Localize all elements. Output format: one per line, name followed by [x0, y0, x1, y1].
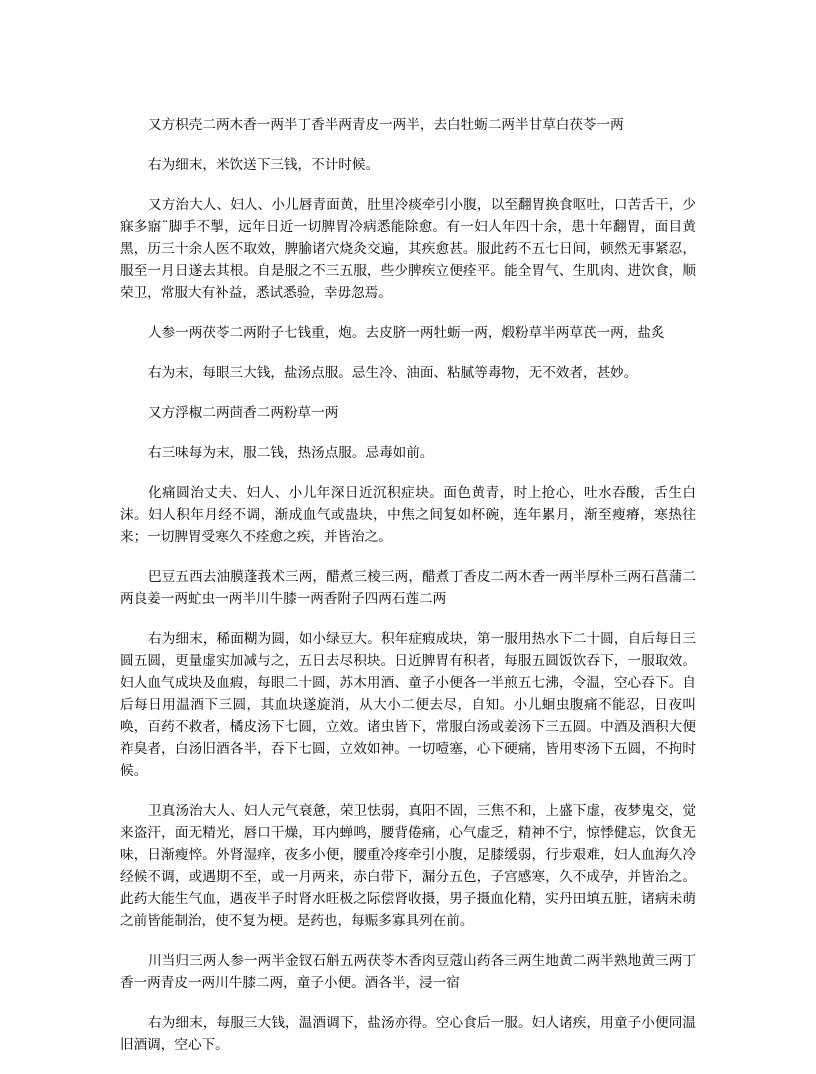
paragraph-13: 右为细末，每服三大钱，温酒调下，盐汤亦得。空心食后一服。妇人诸疾，用童子小便同温旧酒调，空心下。 — [120, 1015, 696, 1053]
paragraph-8: 化痛圆治丈夫、妇人、小儿年深日近沉积症块。面色黄青，时上抢心，吐水吞酸，舌生白沫。妇人积年月经不调，渐成血气或蛊块，中焦之间复如杯碗，连年累月，渐至瘦瘠，寒热往来；一切脾胃受寒久不痊愈之疾，并皆治之。 — [120, 485, 696, 545]
paragraph-7: 右三味每为末，服二钱，热汤点服。忌毒如前。 — [148, 445, 434, 461]
paragraph-11: 卫真汤治大人、妇人元气衰惫，荣卫怯弱，真阳不固，三焦不和，上盛下虚，夜梦鬼交，觉来盗汗，面无精光，唇口干燥，耳内蝉鸣，腰背倦痛，心气虚乏，精神不宁，惊悸健忘，饮食无味，日渐瘦悴。外肾湿痒，夜多小便，腰重冷疼牵引小腹，足膝缓弱，行步艰难，妇人血海久冷经候不调，或遇期不至，或一月两来，赤白带下，漏分五色，子宫感寒，久不成孕，并皆治之。此药大能生气血，遇夜半子时肾水旺极之际偿肾收摄，男子摄血化精，实丹田填五脏，诸病未萌之前皆能制治，使不复为梗。是药也，每赈多寡具列在前。 — [120, 803, 696, 929]
paragraph-12: 川当归三两人参一两半金钗石斛五两茯苓木香肉豆蔻山药各三两生地黄二两半熟地黄三两丁香一两青皮一两川牛膝二两，童子小便。酒各半，浸一宿 — [120, 953, 696, 991]
document-page — [120, 114, 696, 1074]
paragraph-6: 又方浮椒二两茴香二两粉草一两 — [148, 405, 339, 421]
paragraph-1: 又方枳壳二两木香一两半丁香半两青皮一两半，去白牡蛎二两半甘草白茯苓一两 — [148, 117, 624, 133]
paragraph-10: 右为细末，稀面糊为圆，如小绿豆大。积年症瘕成块，第一服用热水下二十圆，自后每日三圆五圆，更量虚实加减与之，五日去尽积块。日近脾胃有积者，每服五圆饭饮吞下，一服取效。妇人血气成块及血瘕，每眼二十圆，苏木用酒、童子小便各一半煎五七沸，令温，空心吞下。自后每日用温酒下三圆，其血块遂旋消，从大小二便去尽，自知。小儿蛔虫腹痛不能忍，日夜叫唤，百药不救者，橘皮汤下七圆，立效。诸虫皆下，常服白汤或姜汤下三五圆。中酒及酒积大便祚臭者，白汤旧酒各半，吞下七圆，立效如神。一切噎塞，心下硬痛，皆用枣汤下五圆，不拘时候。 — [120, 631, 696, 779]
paragraph-5: 右为末，每眼三大钱，盐汤点服。忌生冷、油面、粘腻等毒物，无不效者，甚妙。 — [148, 365, 638, 381]
paragraph-3: 又方治大人、妇人、小儿唇青面黄，肚里冷痰牵引小腹，以至翻胃换食呕吐，口苦舌干，少寐多寤¨脚手不掣，远年日近一切脾胃冷病悉能除愈。有一妇人年四十余，患十年翻胃，面目黄黑，历三十余人医不取效，脾腧诸穴烧灸交遍，其疾愈甚。服此药不五七日间，顿然无事紧忍，服至一月日遂去其根。自是服之不三五服，些少脾疾立便痊平。能全胃气、生肌肉、进饮食，顺荣卫，常服大有补益，悉试悉验，幸毋忽焉。 — [120, 197, 696, 301]
paragraph-9: 巴豆五西去油膜蓬莪术三两，醋煮三棱三两，醋煮丁香皮二两木香一两半厚朴三两石菖蒲二两良姜一两虻虫一两半川牛膝一两香附子四两石莲二两 — [120, 569, 696, 607]
paragraph-4: 人参一两茯苓二两附子七钱重，炮。去皮脐一两牡蛎一两，煅粉草半两草芪一两，盐炙 — [148, 325, 665, 341]
paragraph-2: 右为细末，米饮送下三钱，不计时候。 — [148, 157, 380, 173]
